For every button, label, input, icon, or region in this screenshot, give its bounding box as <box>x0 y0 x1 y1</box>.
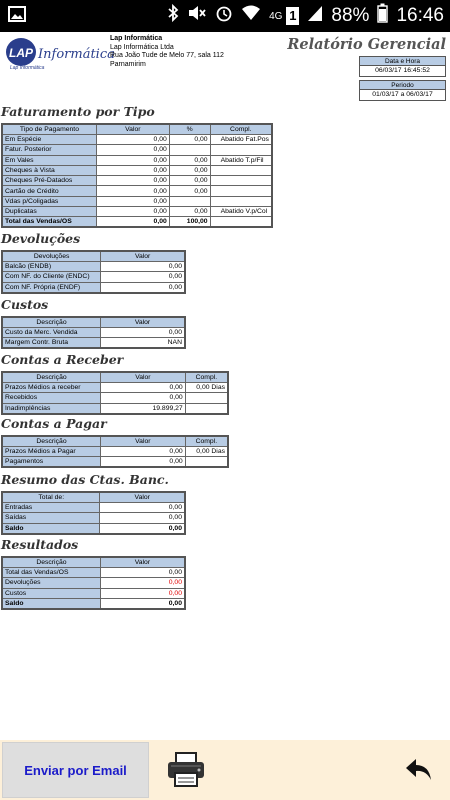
section-title-devolucoes: Devoluções <box>1 231 81 246</box>
table-cell: Pagamentos <box>2 457 101 468</box>
devolucoes-table <box>1 250 186 294</box>
svg-text:Informática: Informática <box>38 47 115 62</box>
signal-icon <box>307 4 323 28</box>
date-value: 06/03/17 16:45:52 <box>359 66 446 77</box>
table-row <box>2 393 228 403</box>
table-row <box>2 457 228 468</box>
pagar-table <box>1 435 229 468</box>
sim-indicator: 1 <box>286 7 299 25</box>
table-cell: Balcão (ENDB) <box>2 262 101 272</box>
column-header: Compl. <box>185 372 228 383</box>
printer-icon[interactable] <box>166 752 206 788</box>
send-email-button[interactable]: Enviar por Email <box>2 742 149 798</box>
table-cell: 0,00 <box>96 217 169 228</box>
table-cell: 0,00 <box>169 176 210 186</box>
table-row <box>2 503 185 513</box>
table-cell <box>210 165 272 175</box>
table-cell: Duplicatas <box>2 207 96 217</box>
table-cell: Vdas p/Coligadas <box>2 196 96 206</box>
table-cell: 0,00 <box>101 282 185 293</box>
table-cell: 0,00 <box>169 207 210 217</box>
table-cell: 0,00 <box>100 598 185 609</box>
table-cell: Prazos Médios a Pagar <box>2 447 101 457</box>
company-logo <box>4 36 115 72</box>
period-value: 01/03/17 a 06/03/17 <box>359 90 446 101</box>
table-cell: 0,00 Dias <box>185 447 228 457</box>
table-row <box>2 176 272 186</box>
section-title-faturamento: Faturamento por Tipo <box>1 104 155 119</box>
table-cell: Saldo <box>2 523 100 534</box>
table-cell: Entradas <box>2 503 100 513</box>
table-cell <box>210 145 272 155</box>
table-cell: NAN <box>101 338 186 349</box>
table-cell: 0,00 <box>96 196 169 206</box>
table-row <box>2 447 228 457</box>
bottom-action-bar <box>0 740 450 800</box>
wifi-icon <box>241 4 261 28</box>
company-name: Lap Informática <box>110 35 163 42</box>
column-header: Valor <box>101 436 186 447</box>
faturamento-table <box>1 123 273 228</box>
bancos-table <box>1 491 186 535</box>
table-cell: 0,00 <box>100 578 185 588</box>
table-cell: Saídas <box>2 513 100 523</box>
receber-table <box>1 371 229 415</box>
table-cell: 0,00 <box>101 393 186 403</box>
clock: 16:46 <box>396 5 444 26</box>
table-cell: Fatur. Posterior <box>2 145 96 155</box>
network-type: 4G <box>269 10 283 22</box>
table-cell: 0,00 <box>169 165 210 175</box>
company-city: Parnamirim <box>110 60 146 68</box>
table-cell <box>210 186 272 196</box>
table-header-row <box>2 372 228 383</box>
table-cell: 0,00 <box>101 272 185 282</box>
table-cell: 0,00 <box>100 523 185 534</box>
table-row <box>2 598 185 609</box>
table-cell: Com NF. Própria (ENDF) <box>2 282 101 293</box>
table-cell: Custo da Merc. Vendida <box>2 328 101 338</box>
table-row <box>2 513 185 523</box>
table-cell: 0,00 <box>101 262 185 272</box>
table-cell: Prazos Médios a receber <box>2 383 101 393</box>
report-title: Relatório Gerencial <box>287 36 446 53</box>
table-cell: 0,00 <box>100 513 185 523</box>
column-header: Total de: <box>2 492 100 503</box>
table-cell: 0,00 <box>101 447 186 457</box>
battery-percent: 88% <box>331 5 370 26</box>
section-title-bancos: Resumo das Ctas. Banc. <box>1 472 169 487</box>
table-cell: Inadimplências <box>2 403 101 414</box>
svg-text:Lap Informática: Lap Informática <box>10 65 45 71</box>
column-header: Valor <box>101 251 185 262</box>
table-cell: 0,00 <box>100 568 185 578</box>
table-cell: 0,00 <box>101 328 186 338</box>
column-header: Valor <box>100 492 185 503</box>
table-cell: Cheques Pré-Datados <box>2 176 96 186</box>
table-cell: 0,00 <box>169 135 210 145</box>
table-row <box>2 135 272 145</box>
table-header-row <box>2 436 228 447</box>
table-header-row <box>2 124 272 135</box>
company-legal-name: Lap Informática Ltda <box>110 43 174 51</box>
table-cell <box>185 393 228 403</box>
custos-table <box>1 316 186 349</box>
table-cell: Total das Vendas/OS <box>2 568 100 578</box>
date-label: Data e Hora <box>359 56 446 66</box>
column-header: Valor <box>96 124 169 135</box>
table-row <box>2 186 272 196</box>
column-header: Descrição <box>2 557 100 568</box>
table-cell: Com NF. do Cliente (ENDC) <box>2 272 101 282</box>
table-row <box>2 196 272 206</box>
column-header: % <box>169 124 210 135</box>
gallery-notification-icon <box>8 5 26 28</box>
table-header-row <box>2 557 185 568</box>
table-cell: Saldo <box>2 598 100 609</box>
battery-icon <box>377 3 388 29</box>
table-cell: Cheques à Vista <box>2 165 96 175</box>
company-info <box>110 35 224 69</box>
column-header: Descrição <box>2 372 101 383</box>
table-row <box>2 383 228 393</box>
table-row <box>2 338 185 349</box>
table-cell: 0,00 <box>96 186 169 196</box>
table-cell: 19.899,27 <box>101 403 186 414</box>
reply-arrow-icon[interactable] <box>404 756 434 784</box>
table-cell <box>210 176 272 186</box>
table-cell: Total das Vendas/OS <box>2 217 96 228</box>
table-row <box>2 207 272 217</box>
table-row <box>2 328 185 338</box>
column-header: Valor <box>101 317 186 328</box>
date-period-box <box>359 56 446 101</box>
table-cell: Abatido Fat.Pos <box>210 135 272 145</box>
column-header: Compl. <box>185 436 228 447</box>
bluetooth-icon <box>167 4 179 28</box>
column-header: Valor <box>100 557 185 568</box>
table-row <box>2 403 228 414</box>
table-header-row <box>2 492 185 503</box>
table-row <box>2 217 272 228</box>
section-title-resultados: Resultados <box>1 537 79 552</box>
table-header-row <box>2 251 185 262</box>
table-cell: Em Vales <box>2 155 96 165</box>
table-cell: Abatido V.p/Col <box>210 207 272 217</box>
table-cell: Cartão de Crédito <box>2 186 96 196</box>
table-cell: 0,00 <box>169 155 210 165</box>
table-cell <box>210 196 272 206</box>
table-cell: 0,00 <box>96 155 169 165</box>
resultados-table <box>1 556 186 610</box>
column-header: Compl. <box>210 124 272 135</box>
table-row <box>2 588 185 598</box>
table-row <box>2 282 185 293</box>
table-cell: Em Espécie <box>2 135 96 145</box>
table-row <box>2 165 272 175</box>
table-cell: Recebidos <box>2 393 101 403</box>
table-row <box>2 568 185 578</box>
table-row <box>2 262 185 272</box>
table-cell: Custos <box>2 588 100 598</box>
table-cell <box>210 217 272 228</box>
column-header: Devoluções <box>2 251 101 262</box>
table-row <box>2 145 272 155</box>
table-cell: 0,00 <box>96 176 169 186</box>
section-title-pagar: Contas a Pagar <box>1 416 107 431</box>
status-bar <box>0 0 450 32</box>
table-cell: Abatido T.p/Fil <box>210 155 272 165</box>
table-row <box>2 523 185 534</box>
alarm-icon <box>215 4 233 28</box>
table-cell <box>169 196 210 206</box>
period-label: Periodo <box>359 80 446 90</box>
section-title-custos: Custos <box>1 297 49 312</box>
table-cell: 0,00 <box>96 145 169 155</box>
column-header: Valor <box>101 372 186 383</box>
table-row <box>2 155 272 165</box>
column-header: Tipo de Pagamento <box>2 124 96 135</box>
company-address: Rua João Tude de Melo 77, sala 112 <box>110 52 224 59</box>
table-cell: 100,00 <box>169 217 210 228</box>
column-header: Descrição <box>2 317 101 328</box>
table-cell: 0,00 <box>96 135 169 145</box>
table-cell <box>185 403 228 414</box>
table-cell: 0,00 <box>96 207 169 217</box>
table-cell <box>185 457 228 468</box>
table-cell: 0,00 <box>101 457 186 468</box>
report-header <box>0 32 450 102</box>
table-cell: 0,00 <box>100 588 185 598</box>
svg-text:LAP: LAP <box>9 46 33 60</box>
table-cell: 0,00 <box>101 383 186 393</box>
table-cell: 0,00 <box>96 165 169 175</box>
table-cell: Devoluções <box>2 578 100 588</box>
table-row <box>2 578 185 588</box>
table-row <box>2 272 185 282</box>
table-cell: 0,00 Dias <box>185 383 228 393</box>
table-cell: Margem Contr. Bruta <box>2 338 101 349</box>
mute-icon <box>187 4 207 28</box>
table-header-row <box>2 317 185 328</box>
table-cell: 0,00 <box>169 186 210 196</box>
table-cell: 0,00 <box>100 503 185 513</box>
column-header: Descrição <box>2 436 101 447</box>
section-title-receber: Contas a Receber <box>1 352 124 367</box>
table-cell <box>169 145 210 155</box>
